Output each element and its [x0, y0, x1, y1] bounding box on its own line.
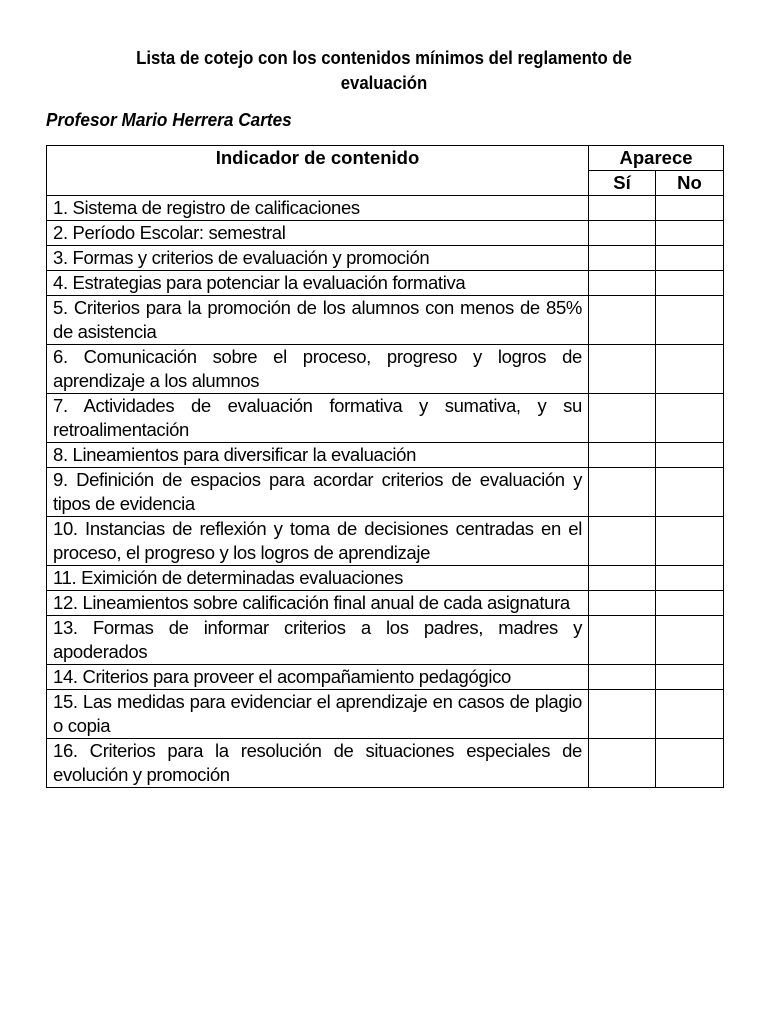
table-row [47, 443, 724, 468]
table-row [47, 468, 724, 517]
indicator-cell [47, 246, 589, 271]
indicator-text: 1. Sistema de registro de calificaciones [53, 197, 360, 218]
check-cell-no[interactable] [656, 196, 724, 221]
check-cell-no[interactable] [656, 394, 724, 443]
check-cell-no[interactable] [656, 246, 724, 271]
check-cell-no[interactable] [656, 566, 724, 591]
checklist-body [47, 196, 724, 788]
check-cell-yes[interactable] [589, 221, 656, 246]
check-cell-no[interactable] [656, 517, 724, 566]
indicator-text: 12. Lineamientos sobre calificación final anual de cada asignatura [53, 592, 570, 613]
indicator-text: 4. Estrategias para potenciar la evaluación formativa [53, 272, 466, 293]
check-cell-yes[interactable] [589, 616, 656, 665]
check-cell-no[interactable] [656, 591, 724, 616]
table-row [47, 221, 724, 246]
check-cell-yes[interactable] [589, 468, 656, 517]
check-cell-no[interactable] [656, 443, 724, 468]
indicator-text: 10. Instancias de reflexión y toma de decisiones centradas en el proceso, el progreso y los logros de aprendizaje [53, 518, 582, 563]
check-cell-yes[interactable] [589, 566, 656, 591]
indicator-text: 8. Lineamientos para diversificar la evaluación [53, 444, 417, 465]
indicator-cell [47, 443, 589, 468]
indicator-cell [47, 394, 589, 443]
header-yes: Sí [589, 171, 656, 196]
table-row [47, 271, 724, 296]
table-row [47, 345, 724, 394]
header-indicator: Indicador de contenido [47, 146, 589, 196]
indicator-cell [47, 345, 589, 394]
indicator-cell [47, 517, 589, 566]
indicator-cell [47, 196, 589, 221]
table-row [47, 517, 724, 566]
check-cell-no[interactable] [656, 345, 724, 394]
check-cell-yes[interactable] [589, 246, 656, 271]
indicator-text: 5. Criterios para la promoción de los alumnos con menos de 85% de asistencia [53, 297, 582, 342]
check-cell-no[interactable] [656, 665, 724, 690]
document-title-line-1: Lista de cotejo con los contenidos mínimos del reglamento de [136, 48, 632, 68]
indicator-cell [47, 739, 589, 788]
check-cell-yes[interactable] [589, 739, 656, 788]
indicator-cell [47, 468, 589, 517]
check-cell-yes[interactable] [589, 271, 656, 296]
indicator-cell [47, 271, 589, 296]
table-row [47, 296, 724, 345]
indicator-text: 7. Actividades de evaluación formativa y sumativa, y su retroalimentación [53, 395, 582, 440]
indicator-cell [47, 566, 589, 591]
check-cell-no[interactable] [656, 296, 724, 345]
indicator-text: 14. Criterios para proveer el acompañamiento pedagógico [53, 666, 511, 687]
indicator-cell [47, 665, 589, 690]
indicator-text: 16. Criterios para la resolución de situaciones especiales de evolución y promoción [53, 740, 582, 785]
indicator-text: 11. Eximición de determinadas evaluaciones [53, 567, 404, 588]
table-row [47, 616, 724, 665]
check-cell-no[interactable] [656, 271, 724, 296]
indicator-text: 3. Formas y criterios de evaluación y promoción [53, 247, 430, 268]
check-cell-yes[interactable] [589, 394, 656, 443]
check-cell-yes[interactable] [589, 517, 656, 566]
check-cell-yes[interactable] [589, 690, 656, 739]
checklist-table [46, 145, 724, 788]
table-row [47, 665, 724, 690]
indicator-cell [47, 616, 589, 665]
indicator-cell [47, 221, 589, 246]
table-row [47, 690, 724, 739]
indicator-text: 15. Las medidas para evidenciar el aprendizaje en casos de plagio o copia [53, 691, 582, 736]
indicator-text: 13. Formas de informar criterios a los padres, madres y apoderados [53, 617, 582, 662]
check-cell-yes[interactable] [589, 591, 656, 616]
table-row [47, 394, 724, 443]
document-title-line-2: evaluación [340, 73, 428, 93]
table-row [47, 196, 724, 221]
check-cell-no[interactable] [656, 468, 724, 517]
check-cell-no[interactable] [656, 616, 724, 665]
check-cell-yes[interactable] [589, 443, 656, 468]
check-cell-yes[interactable] [589, 345, 656, 394]
check-cell-no[interactable] [656, 221, 724, 246]
indicator-text: 6. Comunicación sobre el proceso, progreso y logros de aprendizaje a los alumnos [53, 346, 582, 391]
table-row [47, 591, 724, 616]
document-title [83, 46, 686, 96]
check-cell-no[interactable] [656, 739, 724, 788]
check-cell-yes[interactable] [589, 296, 656, 345]
table-row [47, 246, 724, 271]
header-row-1 [47, 146, 724, 171]
table-row [47, 566, 724, 591]
author-line: Profesor Mario Herrera Cartes [46, 109, 292, 130]
indicator-cell [47, 690, 589, 739]
check-cell-yes[interactable] [589, 196, 656, 221]
header-appears: Aparece [589, 146, 724, 171]
indicator-text: 9. Definición de espacios para acordar criterios de evaluación y tipos de evidencia [53, 469, 582, 514]
table-row [47, 739, 724, 788]
header-no: No [656, 171, 724, 196]
check-cell-no[interactable] [656, 690, 724, 739]
indicator-cell [47, 296, 589, 345]
indicator-text: 2. Período Escolar: semestral [53, 222, 286, 243]
indicator-cell [47, 591, 589, 616]
check-cell-yes[interactable] [589, 665, 656, 690]
